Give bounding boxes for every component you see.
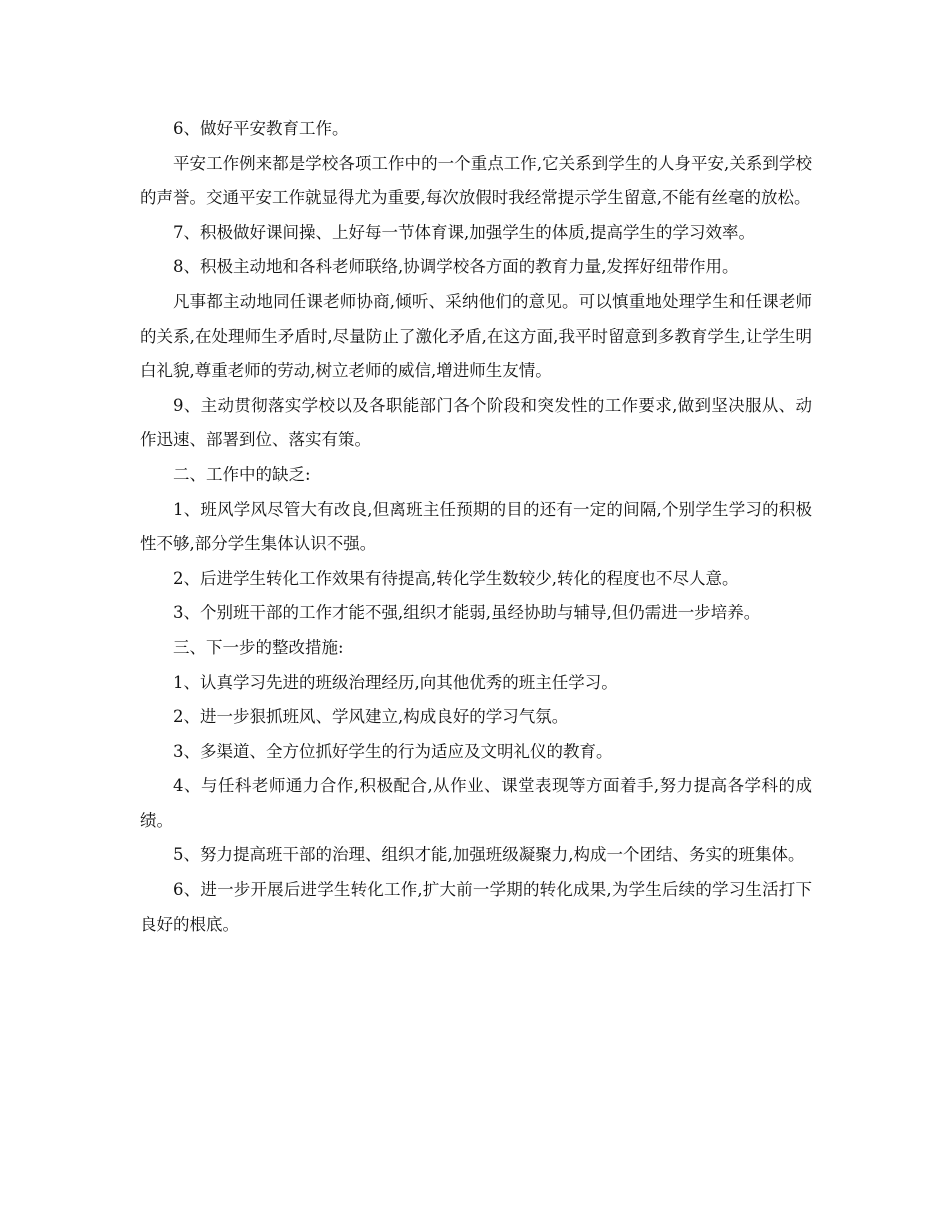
paragraph: 3、个别班干部的工作才能不强,组织才能弱,虽经协助与辅导,但仍需进一步培养。 bbox=[173, 603, 761, 623]
paragraph: 凡事都主动地同任课老师协商,倾听、采纳他们的意见。可以慎重地处理学生和任课老师的关系,在处理师生矛盾时,尽量防止了激化矛盾,在这方面,我平时留意到多教育学生,让学生明白礼貌,尊重老师的劳动,树立老师的威信,增进师生友情。 bbox=[140, 291, 812, 381]
section-heading: 三、下一步的整改措施: bbox=[173, 637, 344, 657]
paragraph: 7、积极做好课间操、上好每一节体育课,加强学生的体质,提高学生的学习效率。 bbox=[173, 222, 755, 242]
paragraph: 平安工作例来都是学校各项工作中的一个重点工作,它关系到学生的人身平安,关系到学校的声誉。交通平安工作就显得尤为重要,每次放假时我经常提示学生留意,不能有丝毫的放松。 bbox=[140, 153, 812, 208]
paragraph: 6、进一步开展后进学生转化工作,扩大前一学期的转化成果,为学生后续的学习生活打下良好的根底。 bbox=[140, 880, 812, 934]
paragraph: 5、努力提高班干部的治理、组织才能,加强班级凝聚力,构成一个团结、务实的班集体。 bbox=[173, 845, 805, 865]
paragraph: 6、做好平安教育工作。 bbox=[173, 119, 349, 138]
paragraph: 1、班风学风尽管大有改良,但离班主任预期的目的还有一定的间隔,个别学生学习的积极性不够,部分学生集体认识不强。 bbox=[140, 499, 812, 554]
paragraph: 9、主动贯彻落实学校以及各职能部门各个阶段和突发性的工作要求,做到坚决服从、动作迅速、部署到位、落实有策。 bbox=[140, 395, 812, 450]
paragraph: 2、后进学生转化工作效果有待提高,转化学生数较少,转化的程度也不尽人意。 bbox=[173, 568, 739, 588]
paragraph: 8、积极主动地和各科老师联络,协调学校各方面的教育力量,发挥好纽带作用。 bbox=[173, 257, 739, 277]
paragraph: 4、与任科老师通力合作,积极配合,从作业、课堂表现等方面着手,努力提高各学科的成绩。 bbox=[140, 776, 812, 830]
paragraph: 1、认真学习先进的班级治理经历,向其他优秀的班主任学习。 bbox=[173, 672, 618, 692]
paragraph: 3、多渠道、全方位抓好学生的行为适应及文明礼仪的教育。 bbox=[173, 741, 613, 761]
section-heading: 二、工作中的缺乏: bbox=[173, 464, 311, 484]
document-body bbox=[140, 112, 812, 942]
paragraph: 2、进一步狠抓班风、学风建立,构成良好的学习气氛。 bbox=[173, 707, 569, 727]
